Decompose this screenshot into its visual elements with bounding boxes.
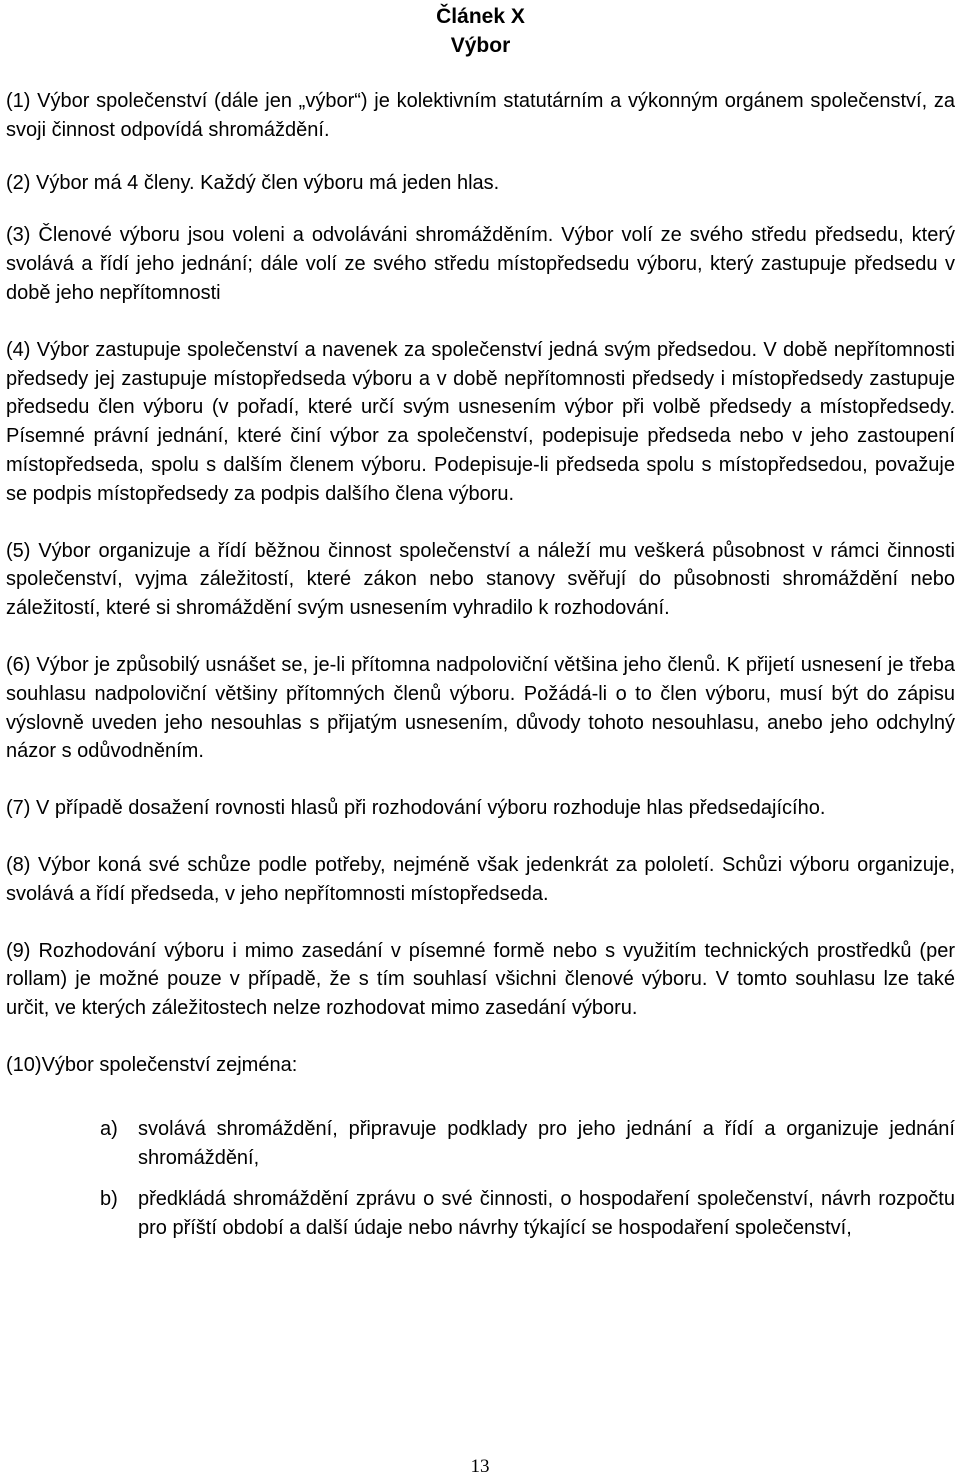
list-item-text: předkládá shromáždění zprávu o své činnosti, o hospodaření společenství, návrh rozpočtu pro příští období a další údaje nebo návrhy týkající se hospodaření společenství,: [138, 1188, 955, 1240]
paragraph-5: (5) Výbor organizuje a řídí běžnou činnost společenství a náleží mu veškerá působnost v rámci činnosti společenství, vyjma záležitostí, které zákon nebo stanovy svěřují do působnosti shromáždění nebo záležitostí, které si shromáždění svým usnesením vyhradilo k rozhodování.: [6, 539, 955, 620]
paragraph-3: (3) Členové výboru jsou voleni a odvoláváni shromážděním. Výbor volí ze svého středu předsedu, který svolává a řídí jeho jednání; dále volí ze svého středu místopředsedu výboru, který zastupuje předsedu v době jeho nepřítomnosti: [6, 224, 955, 304]
article-title: Výbor: [450, 34, 511, 57]
duties-list: [6, 1115, 955, 1243]
page-number: 13: [470, 1456, 490, 1477]
paragraph-2: (2) Výbor má 4 členy. Každý člen výboru má jeden hlas.: [6, 171, 500, 194]
paragraph-1: (1) Výbor společenství (dále jen „výbor“) je kolektivním statutárním a výkonným orgánem společenství, za svoji činnost odpovídá shromáždění.: [6, 90, 955, 141]
document-page: [6, 0, 955, 1243]
list-item: [6, 1185, 955, 1243]
paragraph-8: (8) Výbor koná své schůze podle potřeby, nejméně však jedenkrát za pololetí. Schůzi výboru organizuje, svolává a řídí předseda, v jeho nepřítomnosti místopředseda.: [6, 853, 955, 905]
article-heading: [6, 0, 955, 60]
list-item: [6, 1115, 955, 1173]
paragraph-9: (9) Rozhodování výboru i mimo zasedání v písemné formě nebo s využitím technických prostředků (per rollam) je možné pouze v případě, že s tím souhlasí všichni členové výboru. V tomto souhlasu lze také určit, ve kterých záležitostech nelze rozhodovat mimo zasedání výboru.: [6, 939, 955, 1020]
paragraph-7: (7) V případě dosažení rovnosti hlasů při rozhodování výboru rozhoduje hlas předsedajícího.: [6, 797, 826, 820]
paragraph-6: (6) Výbor je způsobilý usnášet se, je-li přítomna nadpoloviční většina jeho členů. K přijetí usnesení je třeba souhlasu nadpoloviční většiny přítomných členů výboru. Požádá-li o to člen výboru, musí být do zápisu výslovně uveden jeho nesouhlas s přijatým usnesením, důvody tohoto nesouhlasu, anebo jeho odchylný názor s odůvodněním.: [6, 653, 955, 763]
article-number: Článek X: [436, 5, 525, 28]
list-marker: b): [100, 1188, 118, 1211]
list-item-text: svolává shromáždění, připravuje podklady pro jeho jednání a řídí a organizuje jednání shromáždění,: [138, 1117, 955, 1169]
paragraph-4: (4) Výbor zastupuje společenství a navenek za společenství jedná svým předsedou. V době nepřítomnosti předsedy jej zastupuje místopředseda výboru a v době nepřítomnosti předsedy i místopředsedy zastupuje předsedu člen výboru (v pořadí, které určí svým usnesením výbor při volbě předsedy a místopředsedy. Písemné právní jednání, které činí výbor za společenství, podepisuje předseda nebo v jeho zastoupení místopředseda, spolu s dalším členem výboru. Podepisuje-li předseda spolu s místopředsedou, považuje se podpis místopředsedy za podpis dalšího člena výboru.: [6, 338, 955, 505]
paragraph-10: (10)Výbor společenství zejména:: [6, 1053, 298, 1076]
list-marker: a): [100, 1117, 118, 1140]
